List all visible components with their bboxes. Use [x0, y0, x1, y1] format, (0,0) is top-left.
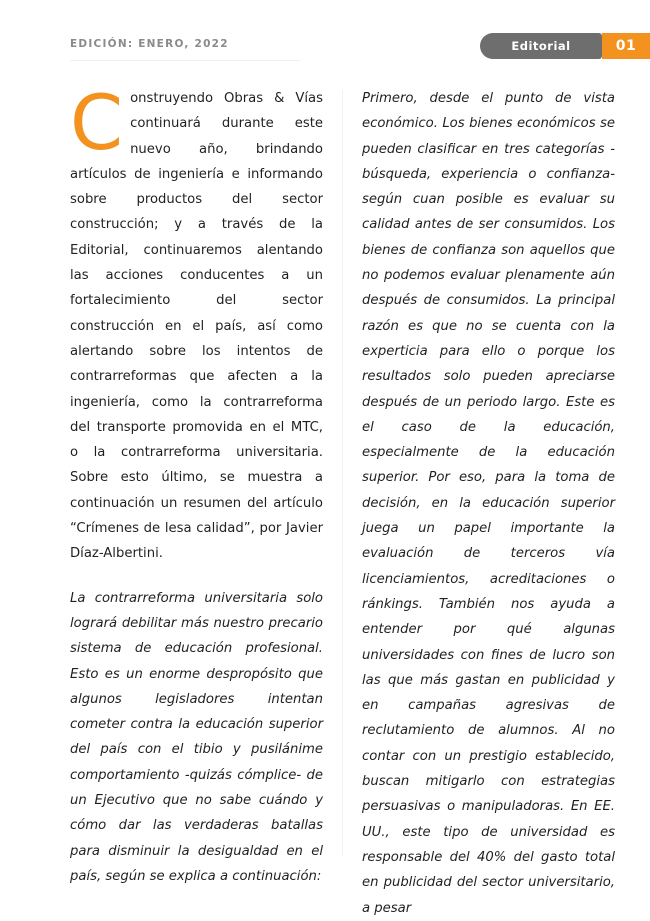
page-number-badge: [602, 33, 650, 59]
paragraph-intro: Construyendo Obras & Vías continuará durante este nuevo año, brindando artículos de ingeniería e informando sobre productos del sector construcción; y a través de la Editorial, continuaremos alentando las acciones conducentes a un fortalecimiento del sector construcción en el país, así como alertando sobre los intentos de contrarreformas que afecten a la ingeniería, como la contrarreforma del transporte promovida en el MTC, o la contrarreforma universitaria. Sobre esto último, se muestra a continuación un resumen del artículo “Crímenes de lesa calidad”, por Javier Díaz-Albertini.: [70, 78, 323, 562]
right-column: [362, 86, 615, 916]
paragraph-quote-body: Primero, desde el punto de vista económico. Los bienes económicos se pueden clasificar en tres categorías -búsqueda, experiencia o confianza- según cuan posible es evaluar su calidad antes de ser consumidos. Los bienes de confianza son aquellos que no podemos evaluar plenamente aún después de consumidos. La principal razón es que no se cuenta con la experticia para ello o porque los resultados solo pueden apreciarse después de un periodo largo. Este es el caso de la educación, especialmente de la educación superior. Por eso, para la toma de decisión, en la educación superior juega un papel importante la evaluación de terceros vía licenciamientos, acreditaciones o ránkings. También nos ayuda a entender por qué algunas universidades con fines de lucro son las que más gastan en publicidad y en campañas agresivas de reclutamiento de alumnos. Al no contar con un prestigio establecido, buscan mitigarlo con estrategias persuasivas o manipuladoras. En EE. UU., este tipo de universidad es responsable del 40% del gasto total en publicidad del sector universitario, a pesar: [362, 91, 615, 916]
page-header: [0, 0, 650, 72]
column-divider: [323, 86, 362, 876]
section-tab-label: Editorial: [511, 39, 571, 53]
article-body: [70, 78, 615, 916]
edition-label: EDICIÓN: ENERO, 2022: [70, 38, 229, 50]
left-column: [70, 78, 323, 884]
header-divider-rule: [70, 60, 300, 61]
paragraph-quote-intro: La contrarreforma universitaria solo logrará debilitar más nuestro precario sistema de educación profesional. Esto es un enorme despropósito que algunos legisladores intentan cometer contra la educación superior del país con el tibio y pusilánime comportamiento -quizás cómplice- de un Ejecutivo que no sabe cuándo y cómo dar las verdaderas batallas para disminuir la desigualdad en el país, según se explica a continuación:: [70, 590, 323, 884]
section-tab-editorial: [480, 33, 602, 59]
page-number-label: 01: [615, 38, 637, 54]
